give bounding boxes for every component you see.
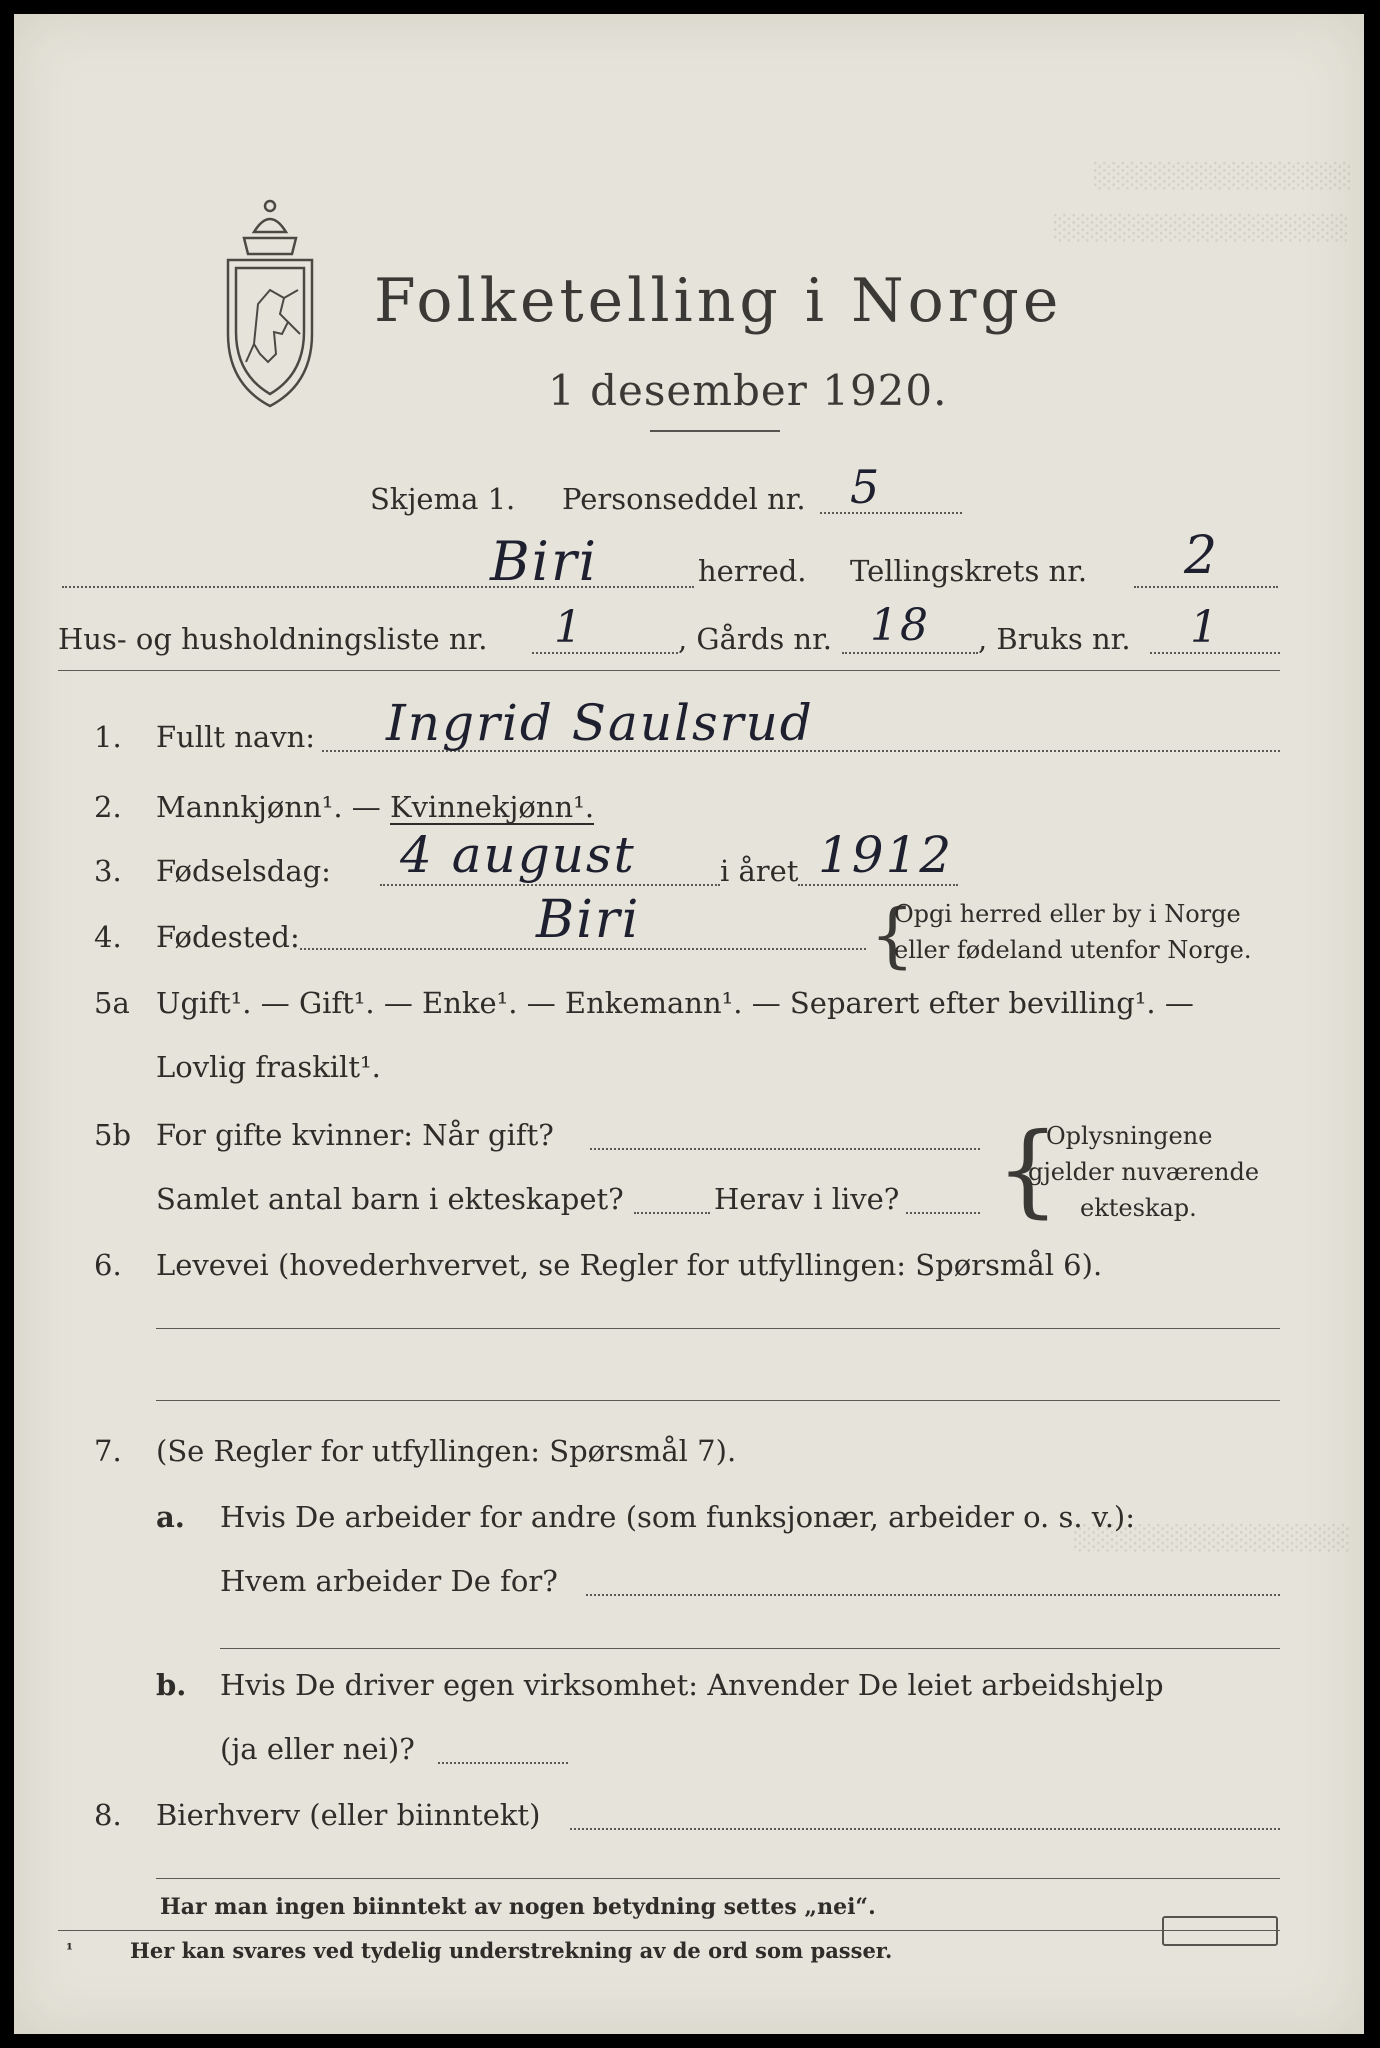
q8-answer-line (156, 1878, 1280, 1879)
schema-label: Skjema 1. (370, 482, 516, 516)
gards-line (842, 652, 978, 654)
tellingskrets-value: 2 (1184, 526, 1220, 586)
q7a-text: Hvis De arbeider for andre (som funksjonær, arbeider o. s. v.): (220, 1500, 1136, 1534)
q7a-letter: a. (156, 1500, 185, 1534)
census-form-sheet (14, 14, 1364, 2034)
census-date: 1 desember 1920. (548, 366, 948, 415)
q2-options (156, 790, 594, 824)
q3-label: Fødselsdag: (156, 854, 331, 888)
norway-coat-of-arms-icon (214, 194, 326, 414)
herred-value: Biri (490, 530, 599, 593)
q5b-alive-label: Herav i live? (714, 1182, 900, 1216)
q7b-text: Hvis De driver egen virksomhet: Anvender De leiet arbeidshjelp (220, 1668, 1164, 1702)
q7-label: (Se Regler for utfyllingen: Spørsmål 7). (156, 1434, 737, 1468)
q7a-employer-label: Hvem arbeider De for? (220, 1564, 558, 1598)
q5b-children-line (634, 1212, 710, 1214)
gards-label: , Gårds nr. (678, 622, 832, 656)
q5b-number: 5b (94, 1118, 132, 1152)
q5b-when-married-label: For gifte kvinner: Når gift? (156, 1118, 554, 1152)
q5b-note-line1: Oplysningene (1046, 1122, 1213, 1150)
q6-label: Levevei (hovederhvervet, se Regler for utfyllingen: Spørsmål 6). (156, 1248, 1103, 1282)
q5b-children-label: Samlet antal barn i ekteskapet? (156, 1182, 624, 1216)
biinntekt-note: Har man ingen biinntekt av nogen betydning settes „nei“. (160, 1894, 876, 1920)
q3-year-label: i året (720, 854, 799, 888)
q3-number: 3. (94, 854, 122, 888)
q8-number: 8. (94, 1798, 122, 1832)
q7a-employer-line (586, 1594, 1280, 1596)
q5a-options: Ugift¹. — Gift¹. — Enke¹. — Enkemann¹. — Separert efter bevilling¹. — (156, 986, 1194, 1020)
q8-label: Bierhverv (eller biinntekt) (156, 1798, 541, 1832)
header-divider (58, 670, 1280, 671)
personseddel-line (820, 512, 962, 514)
q7a-answer-line (220, 1648, 1280, 1649)
bruks-value: 1 (1190, 602, 1220, 653)
q3-year-value: 1912 (818, 826, 954, 884)
q5b-note-line3: ekteskap. (1080, 1194, 1197, 1222)
q5a-options-cont: Lovlig fraskilt¹. (156, 1050, 381, 1084)
q7-number: 7. (94, 1434, 122, 1468)
footnote-mark: ¹ (66, 1940, 74, 1959)
personseddel-label: Personseddel nr. (562, 482, 806, 516)
q4-note-line2: eller fødeland utenfor Norge. (894, 936, 1252, 964)
form-title: Folketelling i Norge (374, 266, 1063, 336)
tellingskrets-line (1134, 586, 1278, 588)
bruks-label: , Bruks nr. (978, 622, 1131, 656)
bleed-through-text: ░░░░░░░░░░░░░░ (1094, 162, 1353, 190)
q3-day-line (380, 884, 720, 886)
personseddel-value: 5 (850, 460, 882, 514)
q4-value: Biri (536, 890, 641, 950)
q6-number: 6. (94, 1248, 122, 1282)
household-list-value: 1 (554, 602, 584, 653)
q2-female-option: Kvinnekjønn¹. (390, 790, 595, 824)
q8-line (570, 1828, 1280, 1830)
title-divider (650, 430, 780, 432)
q4-note-brace: { (870, 894, 915, 976)
q6-answer-line-1 (156, 1328, 1280, 1329)
herred-label: herred. (698, 554, 807, 588)
footer-divider (58, 1930, 1280, 1931)
q2-number: 2. (94, 790, 122, 824)
herred-line (62, 586, 694, 588)
q5a-number: 5a (94, 986, 130, 1020)
q5b-alive-line (906, 1212, 980, 1214)
tellingskrets-label: Tellingskrets nr. (850, 554, 1088, 588)
q7b-label: (ja eller nei)? (220, 1732, 415, 1766)
q7b-letter: b. (156, 1668, 187, 1702)
household-list-label: Hus- og husholdningsliste nr. (58, 622, 488, 656)
gards-value: 18 (870, 600, 930, 651)
q7b-line (438, 1762, 568, 1764)
q1-number: 1. (94, 720, 122, 754)
footnote-text: Her kan svares ved tydelig understrekning av de ord som passer. (130, 1938, 893, 1963)
bleed-through-text: ░░░░░░░░░░░░░░░ (1074, 1524, 1351, 1552)
q5b-note-line2: gjelder nuværende (1028, 1158, 1260, 1186)
q3-value: 4 august (400, 826, 636, 884)
q4-note-line1: Opgi herred eller by i Norge (894, 900, 1241, 928)
q1-label: Fullt navn: (156, 720, 316, 754)
printer-stamp (1162, 1916, 1278, 1946)
q6-answer-line-2 (156, 1400, 1280, 1401)
q1-value: Ingrid Saulsrud (386, 694, 814, 752)
q5b-when-married-line (590, 1148, 980, 1150)
q3-year-line (798, 884, 958, 886)
bleed-through-text: ░░░░░░░░░░░░░░░░ (1054, 214, 1350, 242)
q4-label: Fødested: (156, 920, 300, 954)
q2-male-option: Mannkjønn¹. — (156, 790, 390, 824)
q5b-note-brace: { (996, 1111, 1060, 1228)
q4-number: 4. (94, 920, 122, 954)
